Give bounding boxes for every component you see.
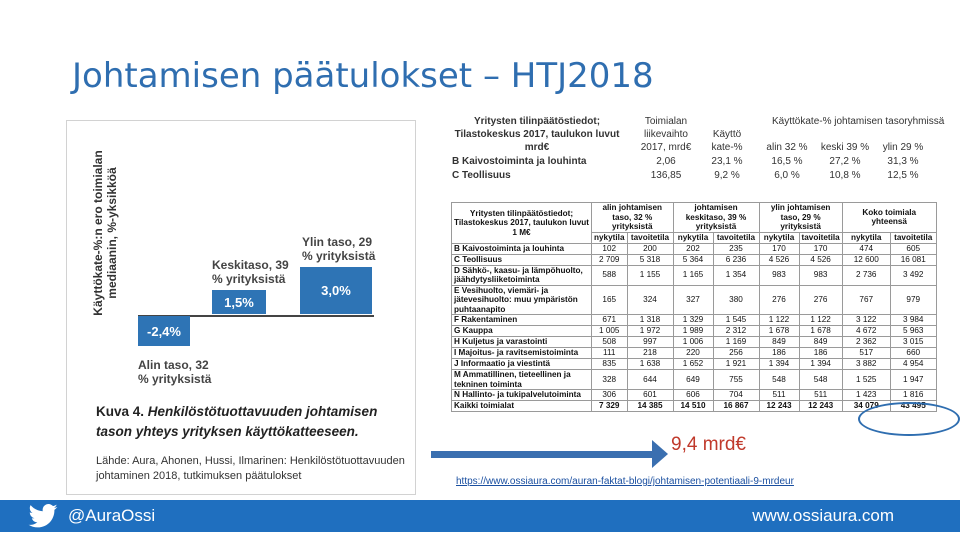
row-value: 328 bbox=[592, 370, 628, 390]
bg-col3-h1: Käyttö bbox=[712, 129, 742, 140]
footer-bar bbox=[0, 500, 960, 532]
bar-value: -2,4% bbox=[147, 323, 181, 339]
row-value: 755 bbox=[713, 370, 759, 390]
row-value: 102 bbox=[592, 243, 628, 254]
row-value: 1 165 bbox=[673, 265, 713, 285]
row-value: 4 526 bbox=[759, 254, 799, 265]
row-value: 983 bbox=[759, 265, 799, 285]
row-value: 1 005 bbox=[592, 326, 628, 337]
table-header-name: Yritysten tilinpäätöstiedot; Tilastokeskus 2017, taulukon luvut 1 M€ bbox=[452, 203, 592, 244]
row-value: 4 526 bbox=[799, 254, 842, 265]
row-value: 1 318 bbox=[627, 315, 673, 326]
row-value: 3 122 bbox=[842, 315, 890, 326]
row-value: 1 947 bbox=[890, 370, 936, 390]
table-subheader: tavoitetila bbox=[627, 232, 673, 243]
website-link[interactable]: www.ossiaura.com bbox=[752, 506, 894, 525]
row-value: 220 bbox=[673, 348, 713, 359]
row-value: 508 bbox=[592, 337, 628, 348]
table-group-header: johtamisen keskitaso, 39 % yrityksistä bbox=[673, 203, 759, 233]
row-value: 14 510 bbox=[673, 401, 713, 412]
row-value: 3 984 bbox=[890, 315, 936, 326]
bar-label-alin-taso: Alin taso, 32 % yrityksistä bbox=[138, 358, 212, 386]
row-value: 1 921 bbox=[713, 359, 759, 370]
table-group-header: alin johtamisen taso, 32 % yrityksistä bbox=[592, 203, 674, 233]
bg-col3-h2: kate-% bbox=[711, 142, 743, 153]
row-value: 4 954 bbox=[890, 359, 936, 370]
row-value: 979 bbox=[890, 285, 936, 315]
table-subheader: nykytila bbox=[592, 232, 628, 243]
row-value: 6 236 bbox=[713, 254, 759, 265]
page-title: Johtamisen päätulokset – HTJ2018 bbox=[72, 56, 654, 96]
row-value: 380 bbox=[713, 285, 759, 315]
row-value: 644 bbox=[627, 370, 673, 390]
table-row bbox=[452, 254, 937, 265]
row-value: 2 312 bbox=[713, 326, 759, 337]
row-value: 511 bbox=[759, 390, 799, 401]
row-value: 165 bbox=[592, 285, 628, 315]
arrow-right-icon bbox=[652, 440, 668, 468]
row-value: 235 bbox=[713, 243, 759, 254]
table-subheader: nykytila bbox=[673, 232, 713, 243]
figure-caption bbox=[96, 402, 396, 442]
row-value: 170 bbox=[759, 243, 799, 254]
table-row bbox=[452, 359, 937, 370]
bg-row-1-c5: 27,2 % bbox=[829, 156, 861, 167]
row-value: 1 545 bbox=[713, 315, 759, 326]
bg-row-1-c2: 2,06 bbox=[656, 156, 676, 167]
row-value: 14 385 bbox=[627, 401, 673, 412]
row-value: 111 bbox=[592, 348, 628, 359]
row-value: 5 963 bbox=[890, 326, 936, 337]
table-row bbox=[452, 370, 937, 390]
table-group-header: Koko toimiala yhteensä bbox=[842, 203, 936, 233]
bg-col2-h2: liikevaihto bbox=[644, 129, 688, 140]
figure-source: Lähde: Aura, Ahonen, Hussi, Ilmarinen: Henkilöstötuottavuuden johtaminen 2018, tutkimuksen päätulokset bbox=[96, 455, 405, 482]
bg-row-1-c6: 31,3 % bbox=[887, 156, 919, 167]
bg-sub-1: alin 32 % bbox=[766, 142, 808, 153]
table-row bbox=[452, 265, 937, 285]
bg-row-2-c4: 6,0 % bbox=[774, 170, 800, 181]
table-subheader: tavoitetila bbox=[799, 232, 842, 243]
bg-col2-h1: Toimialan bbox=[644, 116, 688, 127]
bar-label-keskitaso: Keskitaso, 39 % yrityksistä bbox=[212, 258, 289, 286]
row-value: 671 bbox=[592, 315, 628, 326]
row-value: 1 972 bbox=[627, 326, 673, 337]
row-value: 1 989 bbox=[673, 326, 713, 337]
bg-row-2-c5: 10,8 % bbox=[829, 170, 861, 181]
table-subheader: tavoitetila bbox=[890, 232, 936, 243]
bg-row-1-c3: 23,1 % bbox=[711, 156, 743, 167]
bg-col2-h3: 2017, mrd€ bbox=[640, 142, 692, 153]
bg-header-3: mrd€ bbox=[524, 142, 550, 153]
bg-row-2-c2: 136,85 bbox=[650, 170, 682, 181]
row-value: 12 600 bbox=[842, 254, 890, 265]
row-value: 3 492 bbox=[890, 265, 936, 285]
table-row bbox=[452, 285, 937, 315]
bg-header-2: Tilastokeskus 2017, taulukon luvut bbox=[454, 129, 620, 140]
source-link[interactable]: https://www.ossiaura.com/auran-faktat-blogi/johtamisen-potentiaali-9-mrdeur bbox=[456, 476, 794, 487]
row-value: 588 bbox=[592, 265, 628, 285]
potential-total-value: 9,4 mrd€ bbox=[671, 434, 746, 455]
row-value: 606 bbox=[673, 390, 713, 401]
row-value: 1 122 bbox=[799, 315, 842, 326]
potential-table bbox=[451, 202, 937, 412]
highlight-ellipse bbox=[858, 402, 960, 436]
row-value: 767 bbox=[842, 285, 890, 315]
row-value: 43 495 bbox=[890, 401, 936, 412]
row-value: 202 bbox=[673, 243, 713, 254]
row-name: J Informaatio ja viestintä bbox=[452, 359, 592, 370]
bar-value: 3,0% bbox=[321, 283, 351, 298]
row-value: 7 329 bbox=[592, 401, 628, 412]
row-value: 548 bbox=[799, 370, 842, 390]
bar-value: 1,5% bbox=[224, 294, 254, 310]
bg-col4-header: Käyttökate-% johtamisen tasoryhmissä bbox=[772, 116, 945, 127]
row-value: 5 318 bbox=[627, 254, 673, 265]
row-value: 276 bbox=[799, 285, 842, 315]
row-value: 1 638 bbox=[627, 359, 673, 370]
row-value: 1 394 bbox=[799, 359, 842, 370]
bg-sub-3: ylin 29 % bbox=[882, 142, 924, 153]
row-value: 186 bbox=[799, 348, 842, 359]
bg-sub-2: keski 39 % bbox=[820, 142, 870, 153]
bg-row-2-c3: 9,2 % bbox=[714, 170, 740, 181]
bg-row-1-name: B Kaivostoiminta ja louhinta bbox=[452, 156, 587, 167]
bg-row-2-c6: 12,5 % bbox=[887, 170, 919, 181]
caption-label: Kuva 4. bbox=[96, 404, 145, 419]
row-value: 16 867 bbox=[713, 401, 759, 412]
row-name: I Majoitus- ja ravitsemistoiminta bbox=[452, 348, 592, 359]
bg-header-1: Yritysten tilinpäätöstiedot; bbox=[473, 116, 601, 127]
row-value: 12 243 bbox=[799, 401, 842, 412]
table-row bbox=[452, 326, 937, 337]
table-row bbox=[452, 348, 937, 359]
row-value: 1 122 bbox=[759, 315, 799, 326]
row-value: 660 bbox=[890, 348, 936, 359]
row-value: 4 672 bbox=[842, 326, 890, 337]
row-value: 2 362 bbox=[842, 337, 890, 348]
row-value: 12 243 bbox=[759, 401, 799, 412]
row-name: C Teollisuus bbox=[452, 254, 592, 265]
row-name: H Kuljetus ja varastointi bbox=[452, 337, 592, 348]
row-name: D Sähkö-, kaasu- ja lämpöhuolto, jäähdytysliiketoiminta bbox=[452, 265, 592, 285]
row-value: 3 882 bbox=[842, 359, 890, 370]
bar-label-ylin-taso: Ylin taso, 29 % yrityksistä bbox=[302, 235, 376, 263]
bg-row-2-name: C Teollisuus bbox=[452, 170, 511, 181]
row-name: E Vesihuolto, viemäri- ja jätevesihuolto: muu ympäristön puhtaanapito bbox=[452, 285, 592, 315]
row-value: 200 bbox=[627, 243, 673, 254]
row-value: 2 736 bbox=[842, 265, 890, 285]
background-table bbox=[442, 112, 945, 194]
row-value: 327 bbox=[673, 285, 713, 315]
table-row bbox=[452, 337, 937, 348]
row-value: 1 329 bbox=[673, 315, 713, 326]
twitter-bird-icon[interactable] bbox=[28, 504, 58, 528]
row-value: 1 155 bbox=[627, 265, 673, 285]
row-value: 511 bbox=[799, 390, 842, 401]
row-value: 704 bbox=[713, 390, 759, 401]
bg-row-1-c4: 16,5 % bbox=[771, 156, 803, 167]
row-name: N Hallinto- ja tukipalvelutoiminta bbox=[452, 390, 592, 401]
row-value: 997 bbox=[627, 337, 673, 348]
row-value: 1 678 bbox=[799, 326, 842, 337]
row-value: 835 bbox=[592, 359, 628, 370]
row-value: 983 bbox=[799, 265, 842, 285]
row-value: 1 652 bbox=[673, 359, 713, 370]
table-subheader: nykytila bbox=[759, 232, 799, 243]
row-name: F Rakentaminen bbox=[452, 315, 592, 326]
arrow-shaft bbox=[431, 451, 663, 458]
bar-keskitaso bbox=[212, 290, 266, 314]
row-name: M Ammatillinen, tieteellinen ja tekninen toiminta bbox=[452, 370, 592, 390]
table-subheader: tavoitetila bbox=[713, 232, 759, 243]
caption-text: Henkilöstötuottavuuden johtamisen tason yhteys yrityksen käyttökatteeseen. bbox=[96, 404, 378, 439]
row-value: 5 364 bbox=[673, 254, 713, 265]
row-value: 601 bbox=[627, 390, 673, 401]
row-value: 170 bbox=[799, 243, 842, 254]
bar-alin-taso bbox=[138, 316, 190, 346]
row-value: 218 bbox=[627, 348, 673, 359]
row-value: 1 678 bbox=[759, 326, 799, 337]
row-value: 256 bbox=[713, 348, 759, 359]
row-value: 605 bbox=[890, 243, 936, 254]
row-name: B Kaivostoiminta ja louhinta bbox=[452, 243, 592, 254]
table-row bbox=[452, 315, 937, 326]
row-value: 1 423 bbox=[842, 390, 890, 401]
row-value: 276 bbox=[759, 285, 799, 315]
row-value: 849 bbox=[799, 337, 842, 348]
row-name: Kaikki toimialat bbox=[452, 401, 592, 412]
row-value: 324 bbox=[627, 285, 673, 315]
chart-y-axis-label: Käyttökate-%:n ero toimialan mediaanin, %-yksikköä bbox=[91, 150, 119, 316]
row-value: 1 816 bbox=[890, 390, 936, 401]
row-value: 2 709 bbox=[592, 254, 628, 265]
table-group-header: ylin johtamisen taso, 29 % yrityksistä bbox=[759, 203, 842, 233]
row-value: 16 081 bbox=[890, 254, 936, 265]
bar-ylin-taso bbox=[300, 267, 372, 314]
table-row bbox=[452, 390, 937, 401]
row-value: 306 bbox=[592, 390, 628, 401]
row-value: 1 169 bbox=[713, 337, 759, 348]
row-value: 3 015 bbox=[890, 337, 936, 348]
row-value: 517 bbox=[842, 348, 890, 359]
row-value: 474 bbox=[842, 243, 890, 254]
twitter-handle[interactable]: @AuraOssi bbox=[68, 506, 156, 525]
row-value: 1 525 bbox=[842, 370, 890, 390]
row-value: 1 354 bbox=[713, 265, 759, 285]
row-value: 548 bbox=[759, 370, 799, 390]
row-value: 186 bbox=[759, 348, 799, 359]
table-row bbox=[452, 243, 937, 254]
row-value: 34 079 bbox=[842, 401, 890, 412]
row-value: 1 006 bbox=[673, 337, 713, 348]
row-value: 649 bbox=[673, 370, 713, 390]
table-subheader: nykytila bbox=[842, 232, 890, 243]
row-value: 849 bbox=[759, 337, 799, 348]
row-value: 1 394 bbox=[759, 359, 799, 370]
row-name: G Kauppa bbox=[452, 326, 592, 337]
